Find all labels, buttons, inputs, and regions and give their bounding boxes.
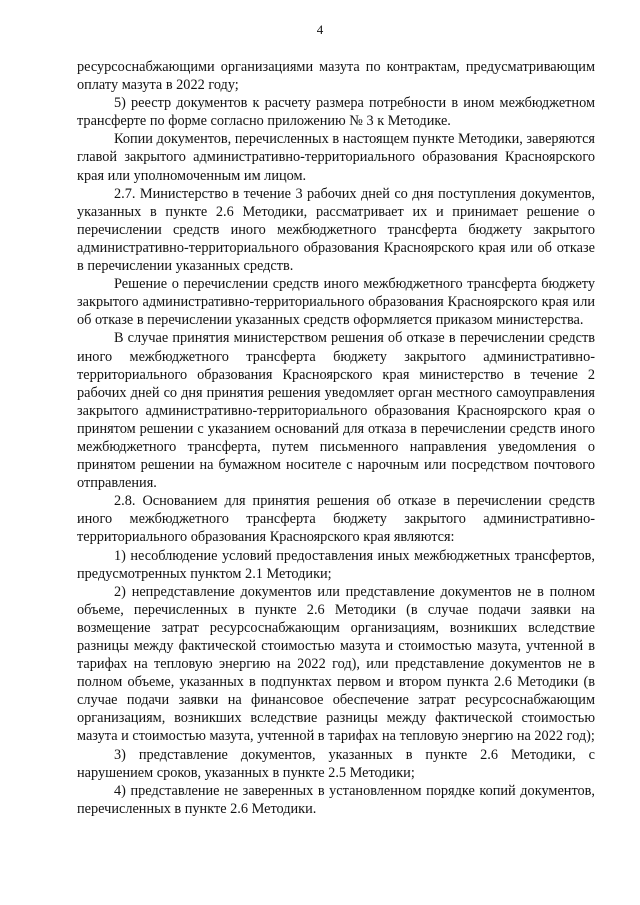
paragraph-reason-1: 1) несоблюдение условий предоставления иных межбюджетных трансфертов, предусмотренных пунктом 2.1 Методики;	[77, 547, 595, 582]
paragraph-decision: Решение о перечислении средств иного межбюджетного трансферта бюджету закрытого административно-территориального образования Красноярского края или об отказе в перечислении указанных средств оформляется приказом министерства.	[77, 276, 595, 329]
paragraph-copies: Копии документов, перечисленных в настоящем пункте Методики, заверяются главой закрытого административно-территориального образования Красноярского края или уполномоченным им лицом.	[77, 131, 595, 184]
paragraph-reason-2: 2) непредставление документов или представление документов не в полном объеме, перечисленных в пункте 2.6 Методики (в случае подачи заявки на возмещение затрат ресурсоснабжающим организациям, возникших вследствие разницы между фактической стоимостью мазута и стоимостью мазута, учтенной в тарифах на тепловую энергию на 2022 год), или представление документов не в полном объеме, указанных в подпунктах первом и втором пункта 2.6 Методики (в случае подачи заявки на финансовое обеспечение затрат ресурсоснабжающим организациям, возникших вследствие разницы между фактической стоимостью мазута и стоимостью мазута, учтенной в тарифах на тепловую энергию на 2022 год);	[77, 583, 595, 745]
paragraph-2-8: 2.8. Основанием для принятия решения об отказе в перечислении средств иного межбюджетного трансферта бюджету закрытого административно-территориального образования Красноярского края являются:	[77, 493, 595, 546]
document-body	[77, 58, 595, 818]
paragraph-reason-4: 4) представление не заверенных в установленном порядке копий документов, перечисленных в пункте 2.6 Методики.	[77, 782, 595, 817]
page-number: 4	[316, 22, 324, 37]
paragraph-item-5: 5) реестр документов к расчету размера потребности в ином межбюджетном трансферте по форме согласно приложению № 3 к Методике.	[77, 95, 595, 130]
paragraph-refusal-notice: В случае принятия министерством решения об отказе в перечислении средств иного межбюджетного трансферта бюджету закрытого административно-территориального образования Красноярского края министерство в течение 2 рабочих дней со дня принятия решения уведомляет орган местного самоуправления закрытого административно-территориального образования Красноярского края о принятом решении с указанием оснований для отказа в перечислении средств иного межбюджетного трансферта, путем письменного направления уведомления о принятом решении на бумажном носителе с нарочным или посредством почтового отправления.	[77, 330, 595, 492]
paragraph-continuation: ресурсоснабжающими организациями мазута по контрактам, предусматривающим оплату мазута в 2022 году;	[77, 59, 595, 94]
paragraph-reason-3: 3) представление документов, указанных в пункте 2.6 Методики, с нарушением сроков, указанных в пункте 2.5 Методики;	[77, 746, 595, 781]
paragraph-2-7: 2.7. Министерство в течение 3 рабочих дней со дня поступления документов, указанных в пункте 2.6 Методики, рассматривает их и принимает решение о перечислении средств иного межбюджетного трансферта бюджету закрытого административно-территориального образования Красноярского края или об отказе в перечислении указанных средств.	[77, 185, 595, 275]
